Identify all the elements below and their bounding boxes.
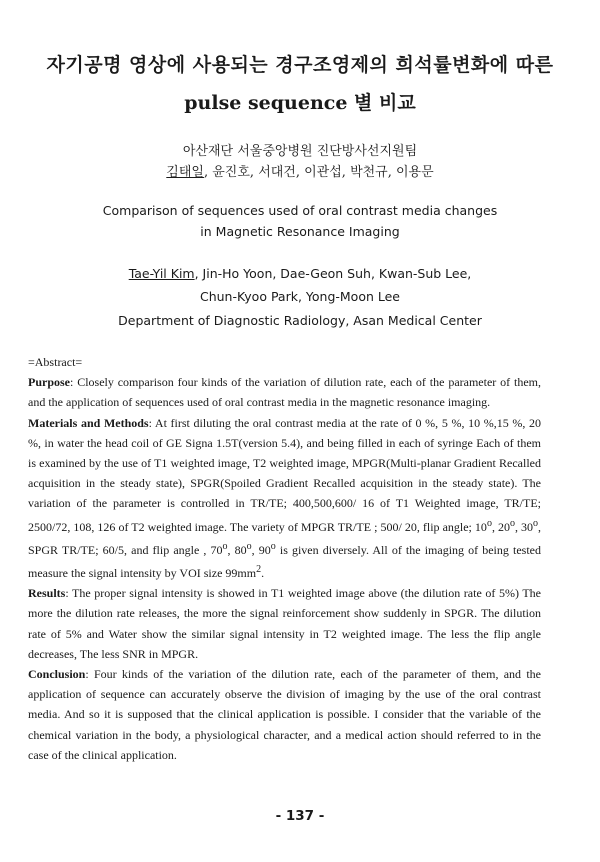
methods-text: , 20 [491, 519, 510, 534]
title-english-line2: in Magnetic Resonance Imaging [200, 224, 400, 239]
title-korean-line2: pulse sequence 별 비교 [184, 92, 416, 114]
affiliation-korean: 아산재단 서울중앙병원 진단방사선지원팀 [182, 144, 418, 159]
co-authors-korean: , 윤진호, 서대건, 이관섭, 박천규, 이용문 [203, 165, 434, 180]
methods-text: . [261, 566, 265, 581]
conclusion-label: Conclusion [28, 667, 86, 682]
methods-text: , SPGR TR/TE; 60/5, and flip angle , 70 [28, 519, 542, 557]
purpose-label: Purpose [28, 375, 70, 390]
degree-mark: o [270, 540, 276, 552]
results-label: Results [28, 586, 66, 601]
first-author-korean: 김태일 [166, 165, 204, 180]
degree-mark: o [486, 517, 492, 529]
authors-english-line2: Chun-Kyoo Park, Yong-Moon Lee [199, 289, 400, 304]
methods-text: , 90 [251, 542, 271, 557]
results-paragraph [28, 583, 541, 664]
co-authors-english-line1: , Jin-Ho Yoon, Dae-Geon Suh, Kwan-Sub Lee, [194, 266, 472, 281]
title-korean-line1: 자기공명 영상에 사용되는 경구조영제의 희석률변화에 따른 [46, 54, 554, 76]
degree-mark: o [509, 517, 515, 529]
first-author-english: Tae-Yil Kim [128, 266, 195, 281]
squared-mark: 2 [256, 564, 262, 576]
methods-text: , 30 [514, 519, 534, 534]
results-text: : The proper signal intensity is showed in T1 weighted image above (the dilution rate of 5%) The more the dilution rate releases, the more the signal reinforcement show suddenly in SPGR. The dilution rate of 5% and Water show the similar signal intensity in T2 weighted image. The less the flip angle decreases, The less SNR in MPGR. [28, 586, 541, 661]
title-english-line1: Comparison of sequences used of oral contrast media changes [102, 203, 498, 218]
authors-korean [0, 161, 600, 180]
methods-label: Materials and Methods [28, 415, 149, 430]
degree-mark: o [246, 540, 252, 552]
abstract-heading: =Abstract= [28, 355, 83, 369]
authors-english-line1 [0, 266, 600, 281]
methods-text: , 80 [227, 542, 247, 557]
purpose-text: : Closely comparison four kinds of the variation of dilution rate, each of the parameter of them, and the application of sequences used of oral contrast media in the magnetic resonance imaging. [28, 375, 541, 410]
conclusion-paragraph [28, 664, 541, 765]
abstract-body [28, 352, 541, 765]
degree-mark: o [533, 517, 539, 529]
methods-text: is given diversely. All of the imaging of being tested measure the signal intensity by VOI size 99mm [28, 542, 541, 581]
purpose-paragraph [28, 372, 541, 412]
conclusion-text: : Four kinds of the variation of the dilution rate, each of the parameter of them, and the application of sequence can accurately observe the division of imaging by the use of the oral contrast media. And so it is supposed that the clinical application is possible. I consider that the variable of the chemical variation in the body, a physiological character, and a medical action should referred to in the case of the clinical application. [28, 667, 541, 762]
degree-mark: o [222, 540, 228, 552]
methods-text: : At first diluting the oral contrast media at the rate of 0 %, 5 %, 10 %,15 %, 20 %, in water the head coil of GE Signa 1.5T(version 5.4), and being filled in each of syringe Each of them is examined by the use of T1 weighted image, T2 weighted image, MPGR(Multi-planar Gradient Recalled acquisition in the steady state), SPGR(Spoiled Gradient Recalled acquisition in the steady state). The variation of the parameter is controlled in TR/TE; 400,500,600/ 16 of T1 Weighted image, TR/TE; 2500/72, 108, 126 of T2 weighted image. The variety of MPGR TR/TE ; 500/ 20, flip angle; 10 [28, 415, 541, 534]
methods-paragraph [28, 413, 541, 584]
page-number: - 137 - [275, 808, 325, 824]
department-english: Department of Diagnostic Radiology, Asan Medical Center [118, 313, 482, 328]
